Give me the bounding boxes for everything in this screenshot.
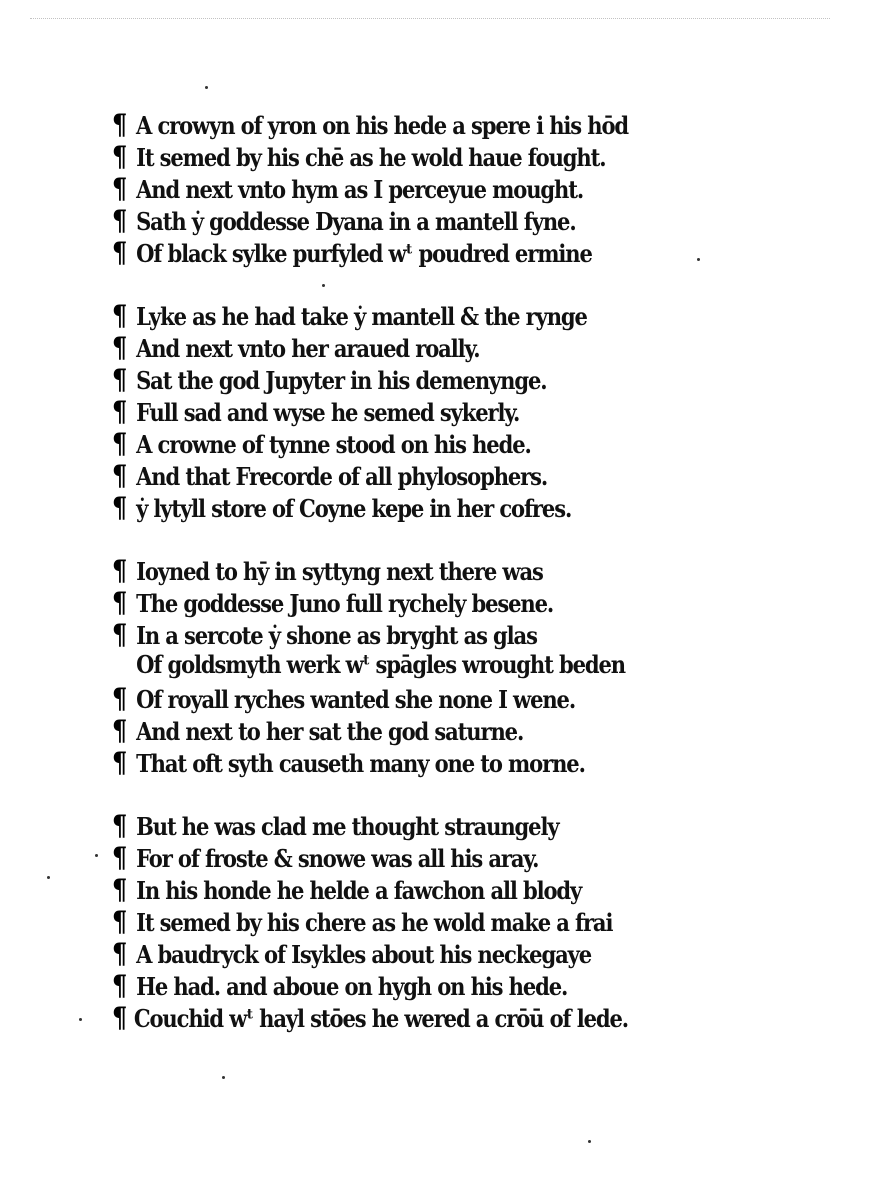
verse-text: It semed by his chē as he wold haue fought.	[136, 143, 606, 172]
pilcrow-mark: ¶	[112, 905, 128, 938]
verse-text: In a sercote ẏ shone as bryght as glas	[136, 621, 537, 650]
ink-speck	[222, 1076, 225, 1079]
verse-line	[112, 809, 628, 841]
pilcrow-mark: ¶	[112, 1001, 128, 1034]
pilcrow-mark: ¶	[112, 204, 128, 237]
verse-line	[112, 363, 628, 395]
verse-line	[112, 1001, 628, 1033]
verse-line	[112, 204, 628, 236]
pilcrow-mark: ¶	[112, 459, 128, 492]
verse-line	[112, 554, 628, 586]
verse-text: A baudryck of Isykles about his neckegaye	[136, 940, 592, 969]
verse-line	[112, 841, 628, 873]
ink-speck	[205, 86, 208, 89]
verse-text: And that Frecorde of all phylosophers.	[136, 462, 548, 491]
pilcrow-mark: ¶	[112, 618, 128, 651]
pilcrow-mark: ¶	[112, 172, 128, 205]
verse-line	[112, 969, 628, 1001]
verse-text: Of royall ryches wanted she none I wene.	[136, 685, 576, 714]
stanza	[112, 554, 712, 778]
verse-line	[112, 140, 628, 172]
verse-text: The goddesse Juno full rychely besene.	[136, 589, 554, 618]
verse-line	[112, 618, 628, 650]
verse-text: Ioyned to hȳ in syttyng next there was	[136, 557, 543, 586]
pilcrow-mark: ¶	[112, 714, 128, 747]
scan-top-edge	[30, 18, 830, 35]
verse-text: That oft syth causeth many one to morne.	[136, 749, 585, 778]
pilcrow-mark: ¶	[112, 586, 128, 619]
pilcrow-mark: ¶	[112, 299, 128, 332]
ink-speck	[588, 1140, 591, 1143]
pilcrow-mark: ¶	[112, 331, 128, 364]
pilcrow-mark: ¶	[112, 809, 128, 842]
verse-text: A crowne of tynne stood on his hede.	[136, 430, 531, 459]
verse-text: For of froste & snowe was all his aray.	[136, 844, 539, 873]
verse-line	[112, 395, 628, 427]
pilcrow-mark: ¶	[112, 682, 128, 715]
verse-text: Lyke as he had take ẏ mantell & the rynge	[136, 302, 587, 331]
verse-line	[112, 172, 628, 204]
verse-text: Sat the god Jupyter in his demenynge.	[136, 366, 547, 395]
pilcrow-mark: ¶	[112, 236, 128, 269]
verse-line	[112, 714, 628, 746]
pilcrow-mark: ¶	[112, 969, 128, 1002]
verse-text: And next to her sat the god saturne.	[136, 717, 524, 746]
verse-line	[112, 236, 628, 268]
verse-text: Of black sylke purfyled wᵗ poudred ermine	[136, 239, 592, 268]
ink-speck	[47, 876, 50, 879]
pilcrow-mark: ¶	[112, 140, 128, 173]
verse-text: In his honde he helde a fawchon all blody	[136, 876, 582, 905]
verse-line	[112, 108, 628, 140]
pilcrow-mark: ¶	[112, 841, 128, 874]
poem-text	[112, 108, 712, 1064]
pilcrow-mark: ¶	[112, 427, 128, 460]
pilcrow-mark: ¶	[112, 746, 128, 779]
pilcrow-mark: ¶	[112, 395, 128, 428]
verse-text: Couchid wᵗ hayl stōes he wered a crōū of lede.	[133, 1004, 628, 1033]
pilcrow-mark: ¶	[112, 554, 128, 587]
verse-text: And next vnto hym as I perceyue mought.	[136, 175, 584, 204]
verse-line	[112, 331, 628, 363]
verse-text: Sath ẏ goddesse Dyana in a mantell fyne.	[136, 207, 576, 236]
verse-line	[112, 682, 628, 714]
verse-line	[112, 937, 628, 969]
stanza	[112, 299, 712, 523]
verse-text: A crowyn of yron on his hede a spere i his hōd	[135, 111, 628, 140]
pilcrow-mark: ¶	[112, 363, 128, 396]
verse-line	[112, 459, 628, 491]
verse-text: Of goldsmyth werk wᵗ spāgles wrought beden	[136, 650, 625, 679]
verse-text: Full sad and wyse he semed sykerly.	[136, 398, 520, 427]
stanza	[112, 809, 712, 1033]
verse-line	[112, 586, 628, 618]
verse-text: And next vnto her araued roally.	[136, 334, 480, 363]
verse-line	[112, 873, 628, 905]
stanza	[112, 108, 712, 268]
verse-line	[112, 905, 628, 937]
verse-text: But he was clad me thought straungely	[136, 812, 559, 841]
verse-text: It semed by his chere as he wold make a frai	[136, 908, 613, 937]
verse-line	[112, 650, 628, 682]
verse-line	[112, 746, 628, 778]
ink-speck	[95, 854, 98, 857]
ink-speck	[79, 1018, 82, 1021]
pilcrow-mark: ¶	[112, 873, 128, 906]
verse-text: ẏ lytyll store of Coyne kepe in her cofres.	[136, 494, 572, 523]
pilcrow-mark: ¶	[112, 491, 128, 524]
verse-text: He had. and aboue on hygh on his hede.	[136, 972, 568, 1001]
verse-line	[112, 491, 628, 523]
pilcrow-mark: ¶	[112, 108, 128, 141]
pilcrow-mark: ¶	[112, 937, 128, 970]
verse-line	[112, 299, 628, 331]
verse-line	[112, 427, 628, 459]
